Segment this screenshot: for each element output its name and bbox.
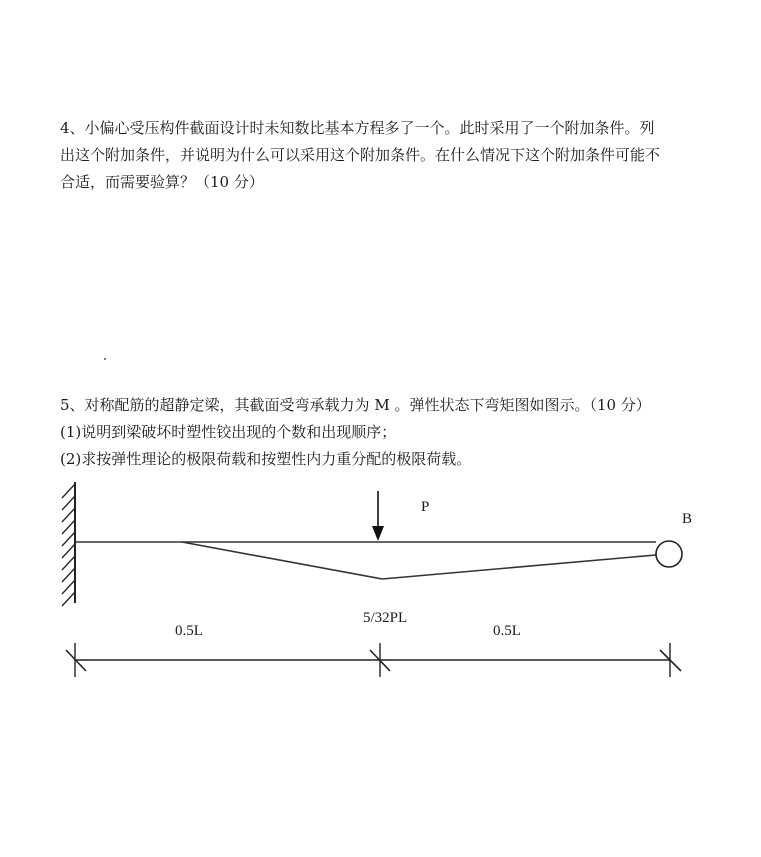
question-5-line-2: (1)说明到梁破坏时塑性铰出现的个数和出现顺序； [60, 423, 397, 441]
load-label: P [421, 499, 430, 515]
question-4-line-3: 合适，而需要验算？（10 分） [60, 173, 264, 191]
question-5-line-3: (2)求按弹性理论的极限荷载和按塑性内力重分配的极限荷载。 [60, 450, 472, 468]
fixed-support [62, 482, 75, 606]
question-4-line-2: 出这个附加条件，并说明为什么可以采用这个附加条件。在什么情况下这个附加条件可能不 [60, 146, 661, 164]
moment-label: 5/32PL [363, 610, 408, 626]
dimension-line [66, 643, 681, 677]
dim-label-right: 0.5L [493, 623, 521, 639]
question-5-line-1: 5、对称配筋的超静定梁，其截面受弯承载力为 M 。弹性状态下弯矩图如图示。（10 分） [60, 396, 651, 414]
moment-diagram [182, 542, 656, 579]
support-label: B [682, 511, 693, 527]
roller-support [656, 541, 682, 567]
dim-label-left: 0.5L [175, 623, 203, 639]
question-4-line-1: 4、小偏心受压构件截面设计时未知数比基本方程多了一个。此时采用了一个附加条件。列 [60, 119, 655, 137]
load-arrow-icon [372, 491, 384, 541]
